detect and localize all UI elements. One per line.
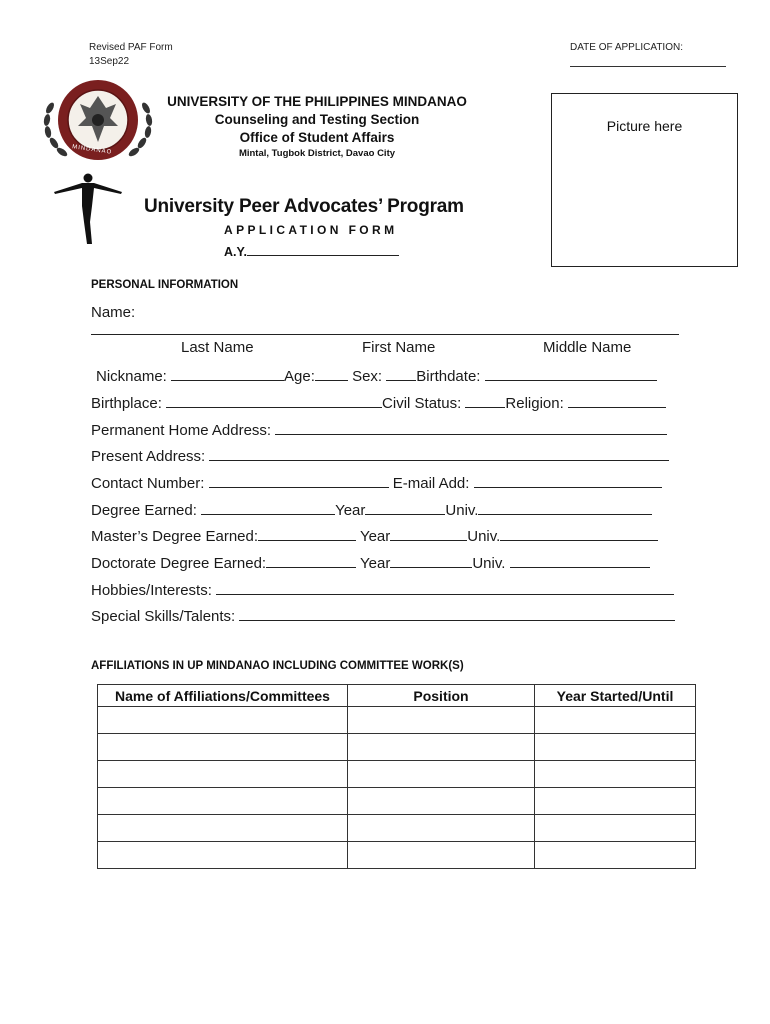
name-field[interactable] [91, 334, 679, 335]
personal-info-heading: PERSONAL INFORMATION [91, 279, 239, 291]
hobbies-row [91, 580, 674, 599]
table-cell[interactable] [348, 788, 535, 815]
affiliations-heading: AFFILIATIONS IN UP MINDANAO INCLUDING COMMITTEE WORK(S) [91, 660, 464, 672]
masters-year-field[interactable] [390, 526, 467, 541]
degree-field[interactable] [201, 500, 335, 515]
nickname-row [96, 366, 657, 385]
masters-row [91, 526, 658, 545]
table-header-row [98, 685, 696, 707]
present-address-row [91, 446, 669, 465]
age-label: Age: [284, 368, 315, 385]
table-cell[interactable] [535, 761, 696, 788]
affiliations-table [97, 684, 696, 869]
column-header: Name of Affiliations/Committees [98, 685, 348, 707]
degree-row [91, 500, 652, 519]
skills-row [91, 606, 675, 625]
doctorate-label: Doctorate Degree Earned: [91, 555, 267, 572]
contact-row [91, 473, 662, 492]
birthplace-field[interactable] [166, 393, 382, 408]
age-field[interactable] [315, 366, 348, 381]
table-cell[interactable] [98, 842, 348, 869]
masters-year-label: Year [359, 528, 391, 545]
date-of-application-field[interactable] [570, 66, 726, 67]
present-address-label: Present Address: [91, 448, 206, 465]
first-name-caption: First Name [362, 339, 436, 356]
permanent-address-row [91, 420, 667, 439]
photo-box[interactable] [551, 93, 738, 267]
table-row [98, 815, 696, 842]
degree-year-label: Year [335, 502, 366, 519]
table-cell[interactable] [98, 734, 348, 761]
sex-field[interactable] [386, 366, 416, 381]
doctorate-univ-label: Univ. [472, 555, 506, 572]
table-row [98, 761, 696, 788]
table-row [98, 734, 696, 761]
table-cell[interactable] [535, 734, 696, 761]
masters-univ-label: Univ. [467, 528, 501, 545]
table-cell[interactable] [348, 707, 535, 734]
date-of-application-label: DATE OF APPLICATION: [570, 42, 683, 53]
degree-univ-label: Univ. [445, 502, 479, 519]
table-cell[interactable] [348, 815, 535, 842]
nickname-field[interactable] [171, 366, 284, 381]
masters-label: Master’s Degree Earned: [91, 528, 259, 545]
ay-label-text: A.Y. [224, 245, 247, 259]
form-revision: Revised PAF Form [89, 42, 173, 53]
name-label: Name: [91, 304, 136, 321]
masters-field[interactable] [258, 526, 356, 541]
religion-field[interactable] [568, 393, 666, 408]
email-label: E-mail Add: [392, 475, 470, 492]
sex-label: Sex: [352, 368, 383, 385]
table-cell[interactable] [98, 761, 348, 788]
doctorate-year-field[interactable] [390, 553, 472, 568]
present-address-field[interactable] [209, 446, 669, 461]
table-cell[interactable] [348, 734, 535, 761]
column-header: Position [348, 685, 535, 707]
doctorate-univ-field[interactable] [510, 553, 650, 568]
religion-label: Religion: [505, 395, 564, 412]
column-header: Year Started/Until [535, 685, 696, 707]
degree-label: Degree Earned: [91, 502, 197, 519]
table-cell[interactable] [535, 707, 696, 734]
form-subtitle: APPLICATION FORM [224, 223, 398, 237]
birthdate-field[interactable] [485, 366, 657, 381]
hobbies-label: Hobbies/Interests: [91, 582, 212, 599]
table-cell[interactable] [98, 815, 348, 842]
civil-status-field[interactable] [465, 393, 505, 408]
birthplace-row [91, 393, 666, 412]
program-title: University Peer Advocates’ Program [144, 196, 464, 217]
last-name-caption: Last Name [181, 339, 254, 356]
academic-year-label [224, 243, 399, 259]
table-cell[interactable] [535, 842, 696, 869]
table-cell[interactable] [348, 842, 535, 869]
birthdate-label: Birthdate: [416, 368, 481, 385]
table-row [98, 707, 696, 734]
section-name: Counseling and Testing Section [214, 112, 420, 127]
office-name: Office of Student Affairs [239, 130, 395, 145]
form-date: 13Sep22 [89, 56, 130, 67]
permanent-address-field[interactable] [275, 420, 667, 435]
table-cell[interactable] [98, 788, 348, 815]
skills-label: Special Skills/Talents: [91, 608, 236, 625]
civil-status-label: Civil Status: [382, 395, 462, 412]
institution-address: Mintal, Tugbok District, Davao City [238, 148, 396, 159]
degree-year-field[interactable] [365, 500, 445, 515]
degree-univ-field[interactable] [478, 500, 652, 515]
university-name: UNIVERSITY OF THE PHILIPPINES MINDANAO [167, 94, 467, 109]
table-cell[interactable] [535, 788, 696, 815]
nickname-label: Nickname: [96, 368, 167, 385]
academic-year-field[interactable] [247, 243, 399, 256]
skills-field[interactable] [239, 606, 675, 621]
contact-number-label: Contact Number: [91, 475, 205, 492]
doctorate-row [91, 553, 650, 572]
doctorate-field[interactable] [266, 553, 356, 568]
table-cell[interactable] [98, 707, 348, 734]
masters-univ-field[interactable] [500, 526, 658, 541]
email-field[interactable] [474, 473, 662, 488]
seal-text: MINDANAO [71, 144, 113, 156]
table-cell[interactable] [535, 815, 696, 842]
hobbies-field[interactable] [216, 580, 674, 595]
birthplace-label: Birthplace: [91, 395, 162, 412]
middle-name-caption: Middle Name [543, 339, 632, 356]
contact-number-field[interactable] [209, 473, 389, 488]
permanent-address-label: Permanent Home Address: [91, 422, 272, 439]
table-row [98, 842, 696, 869]
oblation-figure-logo [52, 172, 124, 246]
doctorate-year-label: Year [360, 555, 391, 572]
table-row [98, 788, 696, 815]
photo-box-label: Picture here [606, 118, 683, 134]
table-cell[interactable] [348, 761, 535, 788]
